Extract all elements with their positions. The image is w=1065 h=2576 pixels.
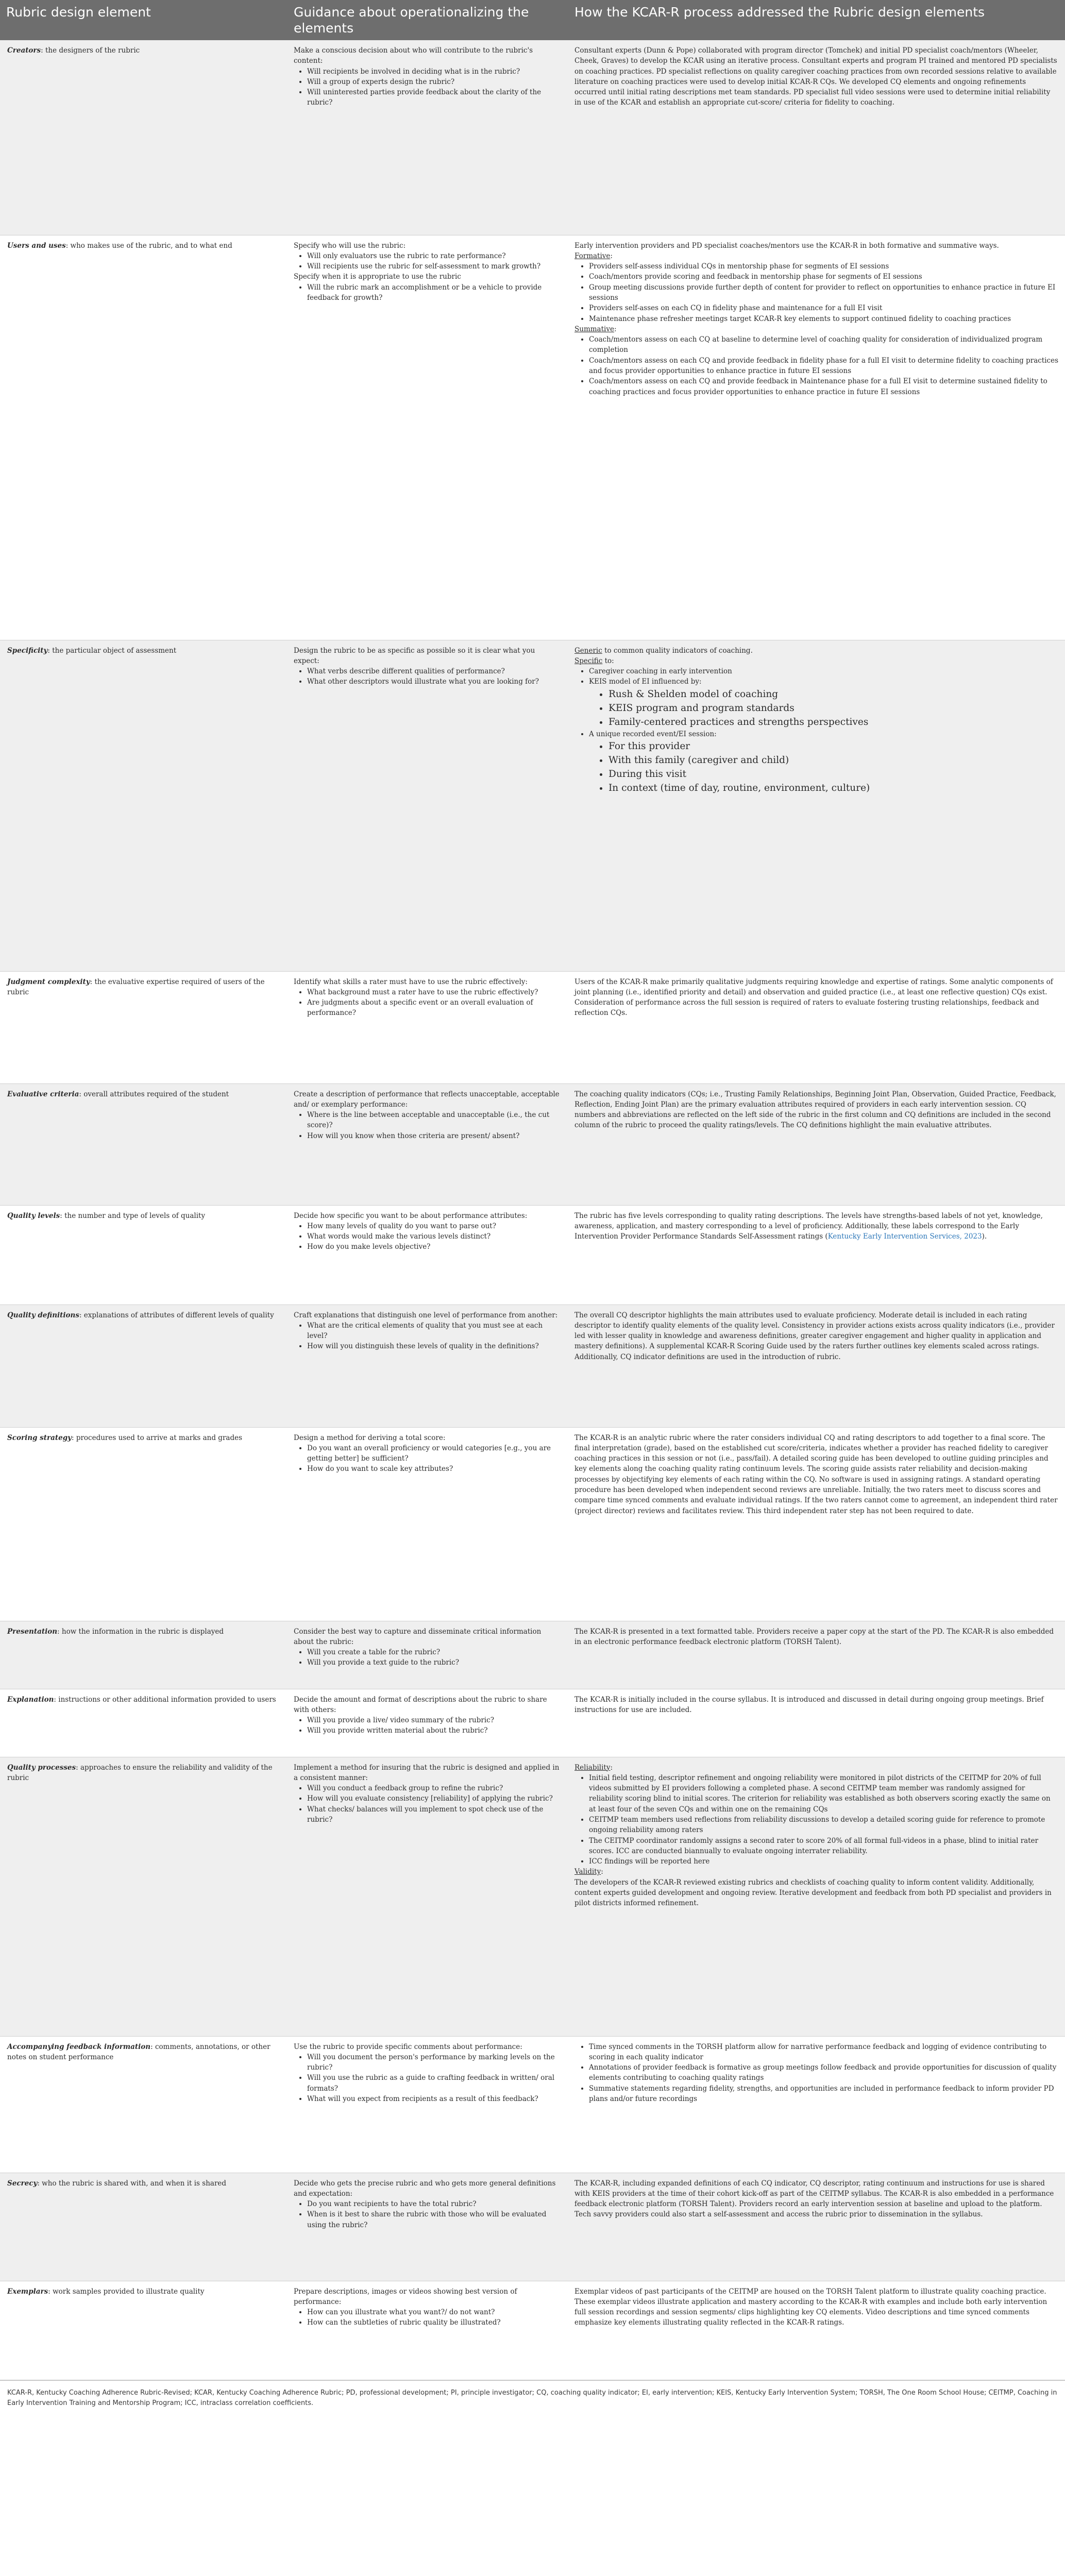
- guidance-bullet: • What other descriptors would illustrate what you are looking for?: [307, 676, 562, 687]
- element-term: Quality definitions: [7, 1311, 79, 1319]
- element-term: Exemplars: [7, 2287, 48, 2296]
- formative-bullet: • Providers self-asses on each CQ in fidelity phase and maintenance for a full EI visit: [589, 303, 1059, 313]
- session-context-bullet: • In context (time of day, routine, environment, culture): [608, 781, 1059, 795]
- guidance-intro: Prepare descriptions, images or videos showing best version of performance:: [294, 2287, 517, 2306]
- guidance-bullet: • How will you know when those criteria are present/ absent?: [307, 1131, 562, 1141]
- summative-bullet: • Coach/mentors assess on each CQ and provide feedback in fidelity phase for a full EI visit to determine fidelity to coaching practices and focus provider opportunities to enhance practice in future EI sessions: [589, 355, 1059, 377]
- feedback-bullet: • Time synced comments in the TORSH platform allow for narrative performance feedback and logging of evidence contributing to scoring in each quality indicator: [589, 2042, 1059, 2063]
- formative-label: Formative: [574, 251, 611, 260]
- element-definition: : who the rubric is shared with, and when it is shared: [37, 2179, 227, 2188]
- guidance-bullet: • What checks/ balances will you implement to spot check use of the rubric?: [307, 1804, 562, 1825]
- guidance-bullet: • Will you conduct a feedback group to refine the rubric?: [307, 1783, 562, 1793]
- element-term: Quality levels: [7, 1211, 60, 1220]
- guidance-bullet: • Are judgments about a specific event or an overall evaluation of performance?: [307, 997, 562, 1019]
- guidance-cell: [288, 971, 568, 1083]
- session-context-bullet: • During this visit: [608, 767, 1059, 781]
- guidance-bullet: • Will recipients use the rubric for self-assessment to mark growth?: [307, 261, 562, 272]
- keis-influence-bullet: • KEIS program and program standards: [608, 701, 1059, 715]
- element-term: Creators: [7, 46, 41, 55]
- header-rubric-element: Rubric design element: [0, 0, 288, 40]
- specific-text: to:: [602, 656, 614, 665]
- process-text: The KCAR-R is initially included in the course syllabus. It is introduced and discussed in detail during ongoing group meetings. Brief instructions for use are included.: [574, 1695, 1044, 1714]
- table-footnote: KCAR-R, Kentucky Coaching Adherence Rubric-Revised; KCAR, Kentucky Coaching Adherence Rubric; PD, professional development; PI, principle investigator; CQ, coaching quality indicator; EI, early intervention; KEIS, Kentucky Early Intervention System; TORSH, The One Room School House; CEITMP, Coaching in Early Intervention Training and Mentorship Program; ICC, intraclass correlation coefficients.: [0, 2380, 1065, 2409]
- guidance-cell: [288, 235, 568, 640]
- element-cell: [0, 2173, 288, 2281]
- element-term: Quality processes: [7, 1763, 76, 1772]
- guidance-intro: Identify what skills a rater must have to use the rubric effectively:: [294, 977, 528, 986]
- guidance-cell: [288, 2173, 568, 2281]
- element-cell: [0, 2281, 288, 2380]
- table-row-presentation: [0, 1621, 1065, 1689]
- guidance-bullet: • Will you use the rubric as a guide to crafting feedback in written/ oral formats?: [307, 2073, 562, 2094]
- element-definition: : procedures used to arrive at marks and grades: [71, 1433, 243, 1442]
- table-row-quality-processes: [0, 1757, 1065, 2036]
- guidance-bullet: • What are the critical elements of quality that you must see at each level?: [307, 1320, 562, 1342]
- guidance-intro: Specify who will use the rubric:: [294, 241, 406, 250]
- element-cell: [0, 1689, 288, 1757]
- reliability-bullet: • Initial field testing, descriptor refinement and ongoing reliability were monitored in pilot districts of the CEITMP for 20% of full videos submitted by EI providers following a completed phase. A second CEITMP team member was randomly assigned for reliability scoring blind to initial scores. The criterion for reliability was established as both observers scoring exactly the same on at least four of the seven CQs and within one on the remaining CQs: [589, 1773, 1059, 1815]
- summative-label: Summative: [574, 325, 614, 333]
- guidance-bullet: • How will you distinguish these levels of quality in the definitions?: [307, 1341, 562, 1351]
- element-definition: : instructions or other additional information provided to users: [54, 1695, 276, 1704]
- element-definition: : overall attributes required of the student: [79, 1090, 229, 1098]
- process-text: Consultant experts (Dunn & Pope) collaborated with program director (Tomchek) and initial PD specialist coach/mentors (Wheeler, Cheek, Graves) to develop the KCAR using an iterative process. Consultant experts and program PI trained and mentored PD specialists on coaching practices. PD specialist reflections on quality caregiver coaching practices from own recorded sessions relative to available literature on coaching practices were used to develop initial KCAR-R CQs. We developed CQ elements and ongoing refinements occurred until initial rating descriptions met team standards. PD specialist full video sessions were used to determine initial reliability in use of the KCAR and establish an appropriate cut-score/ criteria for fidelity to coaching.: [574, 46, 1057, 107]
- guidance-intro: Create a description of performance that reflects unacceptable, acceptable and/ or exemplary performance:: [294, 1090, 560, 1109]
- guidance-bullet: • How do you want to scale key attributes?: [307, 1464, 562, 1474]
- element-term: Secrecy: [7, 2179, 38, 2188]
- element-term: Accompanying feedback information: [7, 2042, 151, 2051]
- guidance-bullet: • Will recipients be involved in deciding what is in the rubric?: [307, 66, 562, 77]
- guidance-bullet: • Will uninterested parties provide feedback about the clarity of the rubric?: [307, 87, 562, 108]
- process-text: Exemplar videos of past participants of the CEITMP are housed on the TORSH Talent platform to illustrate quality coaching practice. These exemplar videos illustrate application and mastery according to the KCAR-R with examples and include both early intervention full session recordings and session segments/ clips highlighting key CQ elements. Video descriptions and time synced comments emphasize key elements illustrating quality reflected in the KCAR-R ratings.: [574, 2287, 1047, 2327]
- guidance-bullet: • What verbs describe different qualities of performance?: [307, 666, 562, 676]
- element-cell: [0, 235, 288, 640]
- reliability-bullet: • The CEITMP coordinator randomly assigns a second rater to score 20% of all formal full-videos in a phase, blind to initial rater scores. ICC are conducted biannually to evaluate ongoing interrater reliability.: [589, 1836, 1059, 1857]
- guidance-cell: [288, 1757, 568, 2036]
- process-text: The KCAR-R is presented in a text formatted table. Providers receive a paper copy at the start of the PD. The KCAR-R is also embedded in an electronic performance feedback electronic platform (TORSH Talent).: [574, 1627, 1054, 1646]
- guidance-intro-2: Specify when it is appropriate to use the rubric: [294, 273, 461, 281]
- table-row-quality-definitions: [0, 1304, 1065, 1427]
- guidance-intro: Craft explanations that distinguish one level of performance from another:: [294, 1311, 558, 1319]
- guidance-cell: [288, 640, 568, 971]
- validity-text: The developers of the KCAR-R reviewed existing rubrics and checklists of coaching quality to inform content validity. Additionally, content experts guided development and ongoing review. Iterative development and feedback from both PD specialist and providers in pilot districts informed refinement.: [574, 1878, 1052, 1908]
- element-definition: : the number and type of levels of quality: [60, 1211, 206, 1220]
- reliability-bullet: • CEITMP team members used reflections from reliability discussions to develop a detailed scoring guide for reference to promote ongoing reliability among raters: [589, 1815, 1059, 1836]
- element-cell: [0, 1621, 288, 1689]
- element-definition: : explanations of attributes of different levels of quality: [79, 1311, 274, 1319]
- process-cell: [568, 40, 1065, 235]
- summative-bullet: • Coach/mentors assess on each CQ at baseline to determine level of coaching quality for consideration of individualized program completion: [589, 334, 1059, 355]
- table-row-secrecy: [0, 2173, 1065, 2281]
- guidance-intro: Decide how specific you want to be about performance attributes:: [294, 1211, 528, 1220]
- element-term: Presentation: [7, 1627, 58, 1636]
- guidance-cell: [288, 40, 568, 235]
- guidance-cell: [288, 1304, 568, 1427]
- process-text-end: ).: [982, 1232, 987, 1241]
- process-cell: [568, 640, 1065, 971]
- guidance-bullet: • What words would make the various levels distinct?: [307, 1231, 562, 1242]
- process-text: The coaching quality indicators (CQs; i.e., Trusting Family Relationships, Beginning Joint Plan, Observation, Guided Practice, Feedback, Reflection, Ending Joint Plan) are the primary evaluation attributes required of providers in each early intervention session. CQ numbers and abbreviations are reflected on the left side of the rubric in the first column and CQ definitions are included in the second column of the rubric to proceed the quality ratings/levels. The CQ definitions highlight the main evaluative attributes.: [574, 1090, 1056, 1130]
- feedback-bullet: • Annotations of provider feedback is formative as group meetings follow feedback and provide opportunities for discussion of quality elements contributing to coaching quality ratings: [589, 2062, 1059, 2083]
- session-context-bullet: • With this family (caregiver and child): [608, 753, 1059, 767]
- guidance-intro: Implement a method for insuring that the rubric is designed and applied in a consistent manner:: [294, 1763, 560, 1782]
- header-kcar-process: How the KCAR-R process addressed the Rubric design elements: [568, 0, 1065, 40]
- process-cell: Reliability: • Initial field testing, descriptor refinement and ongoing reliability were monitored in pilot districts of the CEITMP for 20% of full videos submitted by EI providers following a completed phase. A second CEITMP team member was randomly assigned for reliability scoring blind to initial scores. The criterion for reliability was established as both observers scoring exactly the same on at least four of the seven CQs and within one on the remaining CQs • CEITMP team members used reflections from reliability discussions to develop a detailed scoring guide for reference to promote ongoing reliability among raters • The CEITMP coordinator randomly assigns a second rater to score 20% of all formal full-videos in a phase, blind to initial rater scores. ICC are conducted biannually to evaluate ongoing interrater reliability. • ICC findings will be reported here Validity: The developers of the KCAR-R reviewed existing rubrics and checklists of coaching quality to inform content validity. Additionally, content experts guided development and ongoing review. Iterative development and feedback from both PD specialist and providers in pilot districts informed refinement.: [568, 1757, 1065, 2036]
- guidance-bullet: • Will a group of experts design the rubric?: [307, 77, 562, 87]
- formative-bullet: • Group meeting discussions provide further depth of content for provider to reflect on opportunities to enhance practice in future EI sessions: [589, 282, 1059, 303]
- guidance-intro: Use the rubric to provide specific comments about performance:: [294, 2042, 522, 2051]
- guidance-bullet: • Will you provide written material about the rubric?: [307, 1725, 562, 1736]
- element-definition: : who makes use of the rubric, and to what end: [65, 241, 232, 250]
- guidance-bullet: • How can the subtleties of rubric quality be illustrated?: [307, 2317, 562, 2328]
- guidance-bullet: • Will the rubric mark an accomplishment or be a vehicle to provide feedback for growth?: [307, 282, 562, 303]
- element-cell: [0, 1304, 288, 1427]
- keis-influence-bullet: • Family-centered practices and strengths perspectives: [608, 715, 1059, 729]
- guidance-cell: [288, 1621, 568, 1689]
- guidance-intro: Make a conscious decision about who will contribute to the rubric's content:: [294, 46, 533, 65]
- guidance-bullet: • How will you evaluate consistency [reliability] of applying the rubric?: [307, 1793, 562, 1804]
- element-term: Evaluative criteria: [7, 1090, 79, 1098]
- specific-label: Specific: [574, 656, 603, 665]
- guidance-bullet: • Will you provide a text guide to the rubric?: [307, 1657, 562, 1668]
- element-term: Judgment complexity: [7, 977, 90, 986]
- element-term: Scoring strategy: [7, 1433, 72, 1442]
- header-guidance: Guidance about operationalizing the elements: [288, 0, 568, 40]
- reliability-bullet: • ICC findings will be reported here: [589, 1856, 1059, 1867]
- element-term: Specificity: [7, 646, 48, 655]
- process-cell: [568, 2281, 1065, 2380]
- guidance-cell: [288, 1205, 568, 1304]
- generic-text: to common quality indicators of coaching.: [602, 646, 753, 655]
- guidance-bullet: • What will you expect from recipients as a result of this feedback?: [307, 2094, 562, 2104]
- process-text: The rubric has five levels corresponding to quality rating descriptions. The levels have strengths-based labels of not yet, knowledge, awareness, application, and mastery corresponding to a level of proficiency. Additionally, these labels correspond to the Early Intervention Provider Performance Standards Self-Assessment ratings (: [574, 1211, 1043, 1241]
- specific-bullet: • Caregiver coaching in early intervention: [589, 666, 1059, 676]
- guidance-bullet: • Will you document the person's performance by marking levels on the rubric?: [307, 2052, 562, 2073]
- formative-bullet: • Providers self-assess individual CQs in mentorship phase for segments of EI sessions: [589, 261, 1059, 272]
- element-cell: [0, 1083, 288, 1205]
- element-definition: : comments, annotations, or other notes on student performance: [7, 2042, 271, 2061]
- process-cell: [568, 1205, 1065, 1304]
- guidance-cell: [288, 1427, 568, 1621]
- guidance-cell: [288, 2281, 568, 2380]
- process-text: The KCAR-R is an analytic rubric where the rater considers individual CQ and rating descriptors to add together to a final score. The final interpretation (grade), based on the established cut score/criteria, indicates whether a provider has reached fidelity to caregiver coaching practices in this session or not (i.e., pass/fail). A detailed scoring guide has been developed to outline guiding principles and key elements along the coaching quality rating continuum levels. The scoring guide assists rater reliability and decision-making processes by objectifying key elements of each rating within the CQ. No software is used in assigning ratings. A standard operating procedure has been developed when independent second reviews are unreliable. Initially, the two raters meet to discuss scores and compare time synced comments and evaluate individual ratings. If the two raters cannot come to agreement, an independent third rater (project director) reviews and facilitates review. This third independent rater step has not been required to date.: [574, 1433, 1058, 1515]
- process-cell: [568, 1304, 1065, 1427]
- guidance-intro: Decide the amount and format of descriptions about the rubric to share with others:: [294, 1695, 547, 1714]
- element-definition: : the particular object of assessment: [47, 646, 177, 655]
- reliability-label: Reliability: [574, 1763, 611, 1772]
- process-text: The KCAR-R, including expanded definitions of each CQ indicator, CQ descriptor, rating continuum and instructions for use is shared with KEIS providers at the time of their cohort kick-off as part of the CEITMP syllabus. The KCAR-R is also embedded in a performance feedback electronic platform (TORSH Talent). Providers record an early intervention session at baseline and upload to the platform. Tech savvy providers could also start a self-assessment and access the rubric prior to dissemination in the syllabus.: [574, 2179, 1054, 2219]
- guidance-cell: [288, 1689, 568, 1757]
- element-cell: [0, 971, 288, 1083]
- element-definition: : the designers of the rubric: [41, 46, 140, 55]
- guidance-bullet: • What background must a rater have to use the rubric effectively?: [307, 987, 562, 997]
- table-row-feedback: [0, 2036, 1065, 2173]
- element-definition: : work samples provided to illustrate quality: [48, 2287, 205, 2296]
- session-bullet: • A unique recorded event/EI session:: [589, 729, 1059, 739]
- table-row-evaluative-criteria: [0, 1083, 1065, 1205]
- element-definition: : how the information in the rubric is displayed: [57, 1627, 224, 1636]
- guidance-bullet: • When is it best to share the rubric with those who will be evaluated using the rubric?: [307, 2209, 562, 2230]
- guidance-cell: [288, 1083, 568, 1205]
- process-cell: [568, 1427, 1065, 1621]
- guidance-intro: Decide who gets the precise rubric and who gets more general definitions and expectation:: [294, 2179, 556, 2198]
- keis-influence-bullet: • Rush & Shelden model of coaching: [608, 687, 1059, 701]
- summative-bullet: • Coach/mentors assess on each CQ and provide feedback in Maintenance phase for a full EI visit to determine sustained fidelity to coaching practices and focus provider opportunities to enhance practice in future EI sessions: [589, 376, 1059, 397]
- table-row-judgment: [0, 971, 1065, 1083]
- process-cell: [568, 1689, 1065, 1757]
- guidance-bullet: • How can you illustrate what you want?/ do not want?: [307, 2307, 562, 2317]
- element-definition: : the evaluative expertise required of users of the rubric: [7, 977, 265, 996]
- guidance-bullet: • Will you create a table for the rubric?: [307, 1647, 562, 1657]
- feedback-bullet: • Summative statements regarding fidelity, strengths, and opportunities are included in performance feedback to inform provider PD plans and/or future recordings: [589, 2083, 1059, 2105]
- process-cell: [568, 2173, 1065, 2281]
- table-row-explanation: [0, 1689, 1065, 1757]
- guidance-intro: Design the rubric to be as specific as possible so it is clear what you expect:: [294, 646, 535, 665]
- table-row-scoring-strategy: [0, 1427, 1065, 1621]
- element-cell: [0, 1205, 288, 1304]
- process-cell: [568, 2036, 1065, 2173]
- element-definition: : approaches to ensure the reliability and validity of the rubric: [7, 1763, 273, 1782]
- validity-label: Validity: [574, 1868, 601, 1876]
- table-row-exemplars: [0, 2281, 1065, 2380]
- process-text: Users of the KCAR-R make primarily qualitative judgments requiring knowledge and expertise of ratings. Some analytic components of joint planning (i.e., identified priority and detail) and observation and guided practice (i.e., at least one reflective question) CQs exist. Consideration of performance across the full session is required of raters to evaluate fostering trusting relationships, feedback and reflection CQs.: [574, 977, 1053, 1018]
- process-cell: Early intervention providers and PD specialist coaches/mentors use the KCAR-R in both formative and summative ways. Formative: • Providers self-assess individual CQs in mentorship phase for segments of EI sessions • Coach/mentors provide scoring and feedback in mentorship phase for segments of EI sessions • Group meeting discussions provide further depth of content for provider to reflect on opportunities to enhance practice in future EI sessions • Providers self-asses on each CQ in fidelity phase and maintenance for a full EI visit • Maintenance phase refresher meetings target KCAR-R key elements to support continued fidelity to coaching practices Summative: • Coach/mentors assess on each CQ at baseline to determine level of coaching quality for consideration of individualized program completion • Coach/mentors assess on each CQ and provide feedback in fidelity phase for a full EI visit to determine fidelity to coaching practices and focus provider opportunities to enhance practice in future EI sessions • Coach/mentors assess on each CQ and provide feedback in Maintenance phase for a full EI visit to determine sustained fidelity to coaching practices and focus provider opportunities to enhance practice in future EI sessions: [568, 235, 1065, 640]
- guidance-intro: Consider the best way to capture and disseminate critical information about the rubric:: [294, 1627, 542, 1646]
- element-cell: [0, 40, 288, 235]
- generic-label: Generic: [574, 646, 602, 655]
- guidance-bullet: • How many levels of quality do you want to parse out?: [307, 1221, 562, 1231]
- guidance-bullet: • Where is the line between acceptable and unacceptable (i.e., the cut score)?: [307, 1110, 562, 1131]
- table-row-specificity: [0, 640, 1065, 971]
- session-context-bullet: • For this provider: [608, 739, 1059, 753]
- element-cell: [0, 1427, 288, 1621]
- element-term: Users and uses: [7, 241, 66, 250]
- process-text: The overall CQ descriptor highlights the main attributes used to evaluate proficiency. Moderate detail is included in each rating descriptor to identify quality elements of the quality level. Consistency in provider actions exists across quality indicators (i.e., provider led with lesser quality in knowledge and awareness definitions, greater caregiver engagement and higher quality in application and mastery definitions). A supplemental KCAR-R Scoring Guide used by the raters further outlines key elements scaled across ratings. Additionally, CQ indicator definitions are used in the introduction of rubric.: [574, 1311, 1055, 1361]
- specific-bullet: • KEIS model of EI influenced by:: [589, 676, 1059, 687]
- guidance-cell: [288, 2036, 568, 2173]
- table-row-quality-levels: [0, 1205, 1065, 1304]
- guidance-bullet: • Do you want recipients to have the total rubric?: [307, 2199, 562, 2209]
- guidance-bullet: • Do you want an overall proficiency or would categories [e.g., you are getting better] be sufficient?: [307, 1443, 562, 1464]
- process-cell: [568, 1083, 1065, 1205]
- table-row-users: [0, 235, 1065, 640]
- formative-bullet: • Maintenance phase refresher meetings target KCAR-R key elements to support continued fidelity to coaching practices: [589, 314, 1059, 324]
- process-cell: [568, 971, 1065, 1083]
- table-row-creators: [0, 40, 1065, 235]
- guidance-bullet: • Will only evaluators use the rubric to rate performance?: [307, 251, 562, 261]
- guidance-bullet: • How do you make levels objective?: [307, 1242, 562, 1252]
- element-cell: [0, 2036, 288, 2173]
- element-term: Explanation: [7, 1695, 54, 1704]
- guidance-bullet: • Will you provide a live/ video summary of the rubric?: [307, 1715, 562, 1725]
- formative-bullet: • Coach/mentors provide scoring and feedback in mentorship phase for segments of EI sessions: [589, 272, 1059, 282]
- process-cell: [568, 1621, 1065, 1689]
- header-row: [0, 0, 1065, 40]
- process-text: Early intervention providers and PD specialist coaches/mentors use the KCAR-R in both formative and summative ways.: [574, 241, 999, 250]
- element-cell: [0, 1757, 288, 2036]
- element-cell: [0, 640, 288, 971]
- guidance-intro: Design a method for deriving a total score:: [294, 1433, 446, 1442]
- citation-link[interactable]: Kentucky Early Intervention Services, 2023: [827, 1232, 982, 1241]
